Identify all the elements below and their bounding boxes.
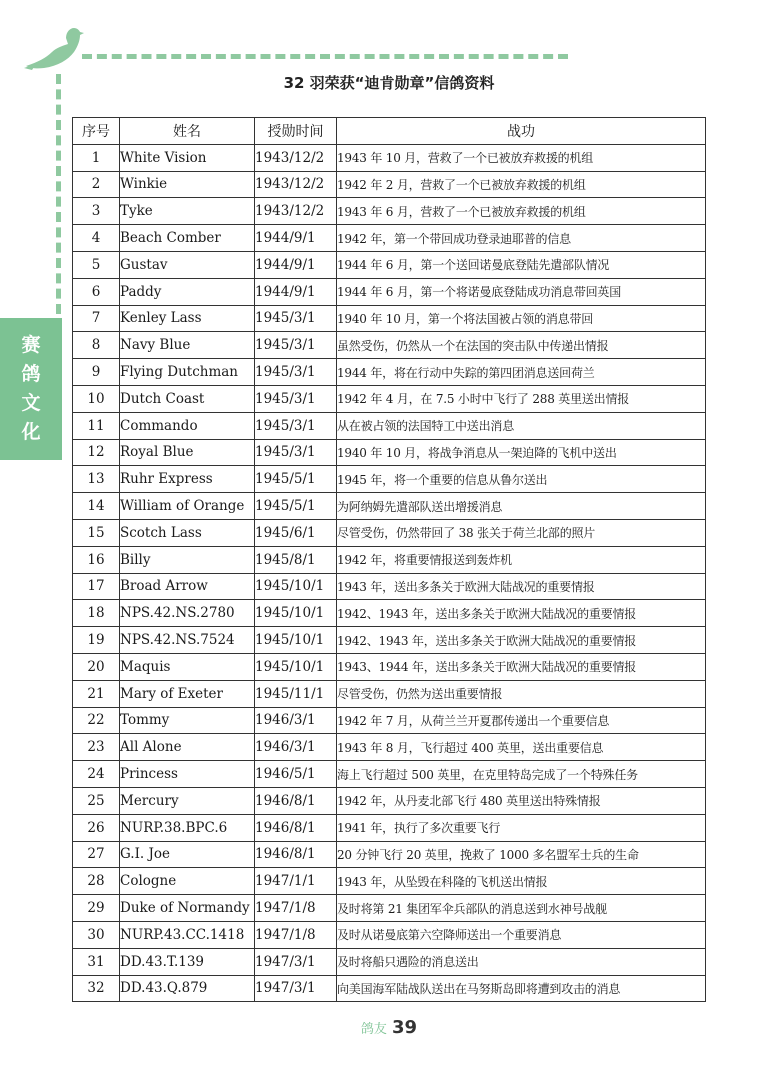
merit-description: 1943、1944 年，送出多条关于欧洲大陆战况的重要情报 xyxy=(337,653,706,680)
table-row xyxy=(73,573,706,600)
award-date: 1943/12/2 xyxy=(255,171,337,198)
merit-description: 1942 年，从丹麦北部飞行 480 英里送出特殊情报 xyxy=(337,787,706,814)
row-number: 26 xyxy=(73,814,120,841)
award-date: 1945/3/1 xyxy=(255,305,337,332)
merit-description: 1942 年 2 月，营救了一个已被放弃救援的机组 xyxy=(337,171,706,198)
table-row xyxy=(73,761,706,788)
row-number: 27 xyxy=(73,841,120,868)
table-row xyxy=(73,305,706,332)
row-number: 1 xyxy=(73,144,120,171)
magazine-name: 鸽友 xyxy=(360,1022,387,1037)
award-date: 1945/5/1 xyxy=(255,466,337,493)
merit-description: 及时将第 21 集团军伞兵部队的消息送到水神号战舰 xyxy=(337,895,706,922)
merit-description: 向美国海军陆战队送出在马努斯岛即将遭到攻击的消息 xyxy=(337,975,706,1002)
pigeon-name: Beach Comber xyxy=(120,225,255,252)
table-row xyxy=(73,332,706,359)
table-row xyxy=(73,814,706,841)
merit-description: 及时将船只遇险的消息送出 xyxy=(337,948,706,975)
award-date: 1945/3/1 xyxy=(255,359,337,386)
row-number: 12 xyxy=(73,439,120,466)
row-number: 7 xyxy=(73,305,120,332)
row-number: 22 xyxy=(73,707,120,734)
merit-description: 1943 年 10 月，营救了一个已被放弃救援的机组 xyxy=(337,144,706,171)
merit-description: 海上飞行超过 500 英里，在克里特岛完成了一个特殊任务 xyxy=(337,761,706,788)
row-number: 13 xyxy=(73,466,120,493)
side-dashed-line xyxy=(56,74,61,314)
section-side-tab xyxy=(0,318,62,460)
merit-description: 1940 年 10 月，将战争消息从一架迫降的飞机中送出 xyxy=(337,439,706,466)
pigeon-name: Winkie xyxy=(120,171,255,198)
pigeon-name: Duke of Normandy xyxy=(120,895,255,922)
pigeon-name: Princess xyxy=(120,761,255,788)
table-row xyxy=(73,144,706,171)
table-row xyxy=(73,198,706,225)
award-date: 1946/8/1 xyxy=(255,787,337,814)
pigeon-name: Scotch Lass xyxy=(120,519,255,546)
table-row xyxy=(73,278,706,305)
table-row xyxy=(73,948,706,975)
merit-description: 1944 年 6 月，第一个将诺曼底登陆成功消息带回英国 xyxy=(337,278,706,305)
pigeon-name: Flying Dutchman xyxy=(120,359,255,386)
table-row xyxy=(73,359,706,386)
row-number: 15 xyxy=(73,519,120,546)
award-date: 1947/3/1 xyxy=(255,948,337,975)
pigeon-name: Maquis xyxy=(120,653,255,680)
merit-description: 1944 年，将在行动中失踪的第四团消息送回荷兰 xyxy=(337,359,706,386)
pigeon-name: Dutch Coast xyxy=(120,385,255,412)
merit-description: 及时从诺曼底第六空降师送出一个重要消息 xyxy=(337,921,706,948)
row-number: 23 xyxy=(73,734,120,761)
award-date: 1944/9/1 xyxy=(255,225,337,252)
table-row xyxy=(73,466,706,493)
table-row xyxy=(73,975,706,1002)
pigeon-name: Paddy xyxy=(120,278,255,305)
award-date: 1945/10/1 xyxy=(255,653,337,680)
award-date: 1945/3/1 xyxy=(255,412,337,439)
row-number: 9 xyxy=(73,359,120,386)
table-row xyxy=(73,653,706,680)
merit-description: 1944 年 6 月，第一个送回诺曼底登陆先遣部队情况 xyxy=(337,251,706,278)
merit-description: 1941 年，执行了多次重要飞行 xyxy=(337,814,706,841)
table-row xyxy=(73,895,706,922)
column-header-date: 授勋时间 xyxy=(255,118,337,145)
merit-description: 1943 年 8 月，飞行超过 400 英里，送出重要信息 xyxy=(337,734,706,761)
award-date: 1945/5/1 xyxy=(255,493,337,520)
pigeon-name: NPS.42.NS.7524 xyxy=(120,627,255,654)
award-date: 1946/3/1 xyxy=(255,707,337,734)
pigeon-name: Mercury xyxy=(120,787,255,814)
row-number: 8 xyxy=(73,332,120,359)
award-date: 1947/3/1 xyxy=(255,975,337,1002)
pigeon-name: Tommy xyxy=(120,707,255,734)
column-header-no: 序号 xyxy=(73,118,120,145)
award-date: 1946/3/1 xyxy=(255,734,337,761)
award-date: 1947/1/1 xyxy=(255,868,337,895)
table-row xyxy=(73,225,706,252)
row-number: 18 xyxy=(73,600,120,627)
award-date: 1945/8/1 xyxy=(255,546,337,573)
merit-description: 为阿纳姆先遣部队送出增援消息 xyxy=(337,493,706,520)
table-row xyxy=(73,171,706,198)
header-dashed-line xyxy=(82,54,568,59)
merit-description: 1945 年，将一个重要的信息从鲁尔送出 xyxy=(337,466,706,493)
column-header-name: 姓名 xyxy=(120,118,255,145)
award-date: 1945/3/1 xyxy=(255,332,337,359)
row-number: 10 xyxy=(73,385,120,412)
table-row xyxy=(73,493,706,520)
award-date: 1945/3/1 xyxy=(255,385,337,412)
merit-description: 1942、1943 年，送出多条关于欧洲大陆战况的重要情报 xyxy=(337,600,706,627)
pigeon-name: DD.43.Q.879 xyxy=(120,975,255,1002)
pigeon-name: Kenley Lass xyxy=(120,305,255,332)
row-number: 30 xyxy=(73,921,120,948)
pigeon-name: Commando xyxy=(120,412,255,439)
page-footer xyxy=(0,1017,778,1038)
table-row xyxy=(73,546,706,573)
row-number: 17 xyxy=(73,573,120,600)
pigeon-name: Broad Arrow xyxy=(120,573,255,600)
row-number: 19 xyxy=(73,627,120,654)
award-date: 1945/6/1 xyxy=(255,519,337,546)
pigeon-name: Tyke xyxy=(120,198,255,225)
award-date: 1947/1/8 xyxy=(255,895,337,922)
row-number: 6 xyxy=(73,278,120,305)
table-row xyxy=(73,600,706,627)
column-header-deed: 战功 xyxy=(337,118,706,145)
table-row xyxy=(73,412,706,439)
pigeon-name: G.I. Joe xyxy=(120,841,255,868)
pigeon-name: Navy Blue xyxy=(120,332,255,359)
award-date: 1945/11/1 xyxy=(255,680,337,707)
merit-description: 1942 年 7 月，从荷兰兰开夏郡传递出一个重要信息 xyxy=(337,707,706,734)
row-number: 21 xyxy=(73,680,120,707)
merit-description: 1942、1943 年，送出多条关于欧洲大陆战况的重要情报 xyxy=(337,627,706,654)
merit-description: 从在被占领的法国特工中送出消息 xyxy=(337,412,706,439)
merit-description: 尽管受伤，仍然带回了 38 张关于荷兰北部的照片 xyxy=(337,519,706,546)
table-header-row xyxy=(73,118,706,145)
pigeon-name: Gustav xyxy=(120,251,255,278)
award-date: 1943/12/2 xyxy=(255,198,337,225)
table-row xyxy=(73,868,706,895)
award-date: 1945/10/1 xyxy=(255,573,337,600)
row-number: 25 xyxy=(73,787,120,814)
pigeon-name: William of Orange xyxy=(120,493,255,520)
pigeon-name: NPS.42.NS.2780 xyxy=(120,600,255,627)
pigeon-name: Mary of Exeter xyxy=(120,680,255,707)
award-date: 1945/10/1 xyxy=(255,600,337,627)
row-number: 4 xyxy=(73,225,120,252)
merit-description: 1940 年 10 月，第一个将法国被占领的消息带回 xyxy=(337,305,706,332)
award-date: 1943/12/2 xyxy=(255,144,337,171)
section-label-char: 赛 xyxy=(21,334,41,356)
pigeon-name: NURP.43.CC.1418 xyxy=(120,921,255,948)
award-date: 1944/9/1 xyxy=(255,251,337,278)
table-row xyxy=(73,787,706,814)
pigeon-name: Cologne xyxy=(120,868,255,895)
award-date: 1946/5/1 xyxy=(255,761,337,788)
row-number: 2 xyxy=(73,171,120,198)
section-label-char: 化 xyxy=(21,421,41,443)
award-date: 1944/9/1 xyxy=(255,278,337,305)
table-body xyxy=(73,144,706,1002)
merit-description: 1943 年，从坠毁在科隆的飞机送出情报 xyxy=(337,868,706,895)
table-row xyxy=(73,707,706,734)
table-row xyxy=(73,385,706,412)
table-row xyxy=(73,627,706,654)
merit-description: 尽管受伤，仍然为送出重要情报 xyxy=(337,680,706,707)
row-number: 3 xyxy=(73,198,120,225)
section-label-char: 文 xyxy=(21,392,41,414)
row-number: 29 xyxy=(73,895,120,922)
merit-description: 1942 年，第一个带回成功登录迪耶普的信息 xyxy=(337,225,706,252)
table-row xyxy=(73,439,706,466)
award-date: 1946/8/1 xyxy=(255,841,337,868)
page-title: 32 羽荣获“迪肯勋章”信鸽资料 xyxy=(283,74,495,92)
pigeon-name: White Vision xyxy=(120,144,255,171)
row-number: 20 xyxy=(73,653,120,680)
table-row xyxy=(73,680,706,707)
merit-description: 1942 年 4 月，在 7.5 小时中飞行了 288 英里送出情报 xyxy=(337,385,706,412)
award-date: 1945/10/1 xyxy=(255,627,337,654)
section-label-char: 鸽 xyxy=(21,363,41,385)
pigeon-name: Ruhr Express xyxy=(120,466,255,493)
award-date: 1945/3/1 xyxy=(255,439,337,466)
row-number: 32 xyxy=(73,975,120,1002)
award-date: 1947/1/8 xyxy=(255,921,337,948)
merit-description: 20 分钟飞行 20 英里，挽救了 1000 多名盟军士兵的生命 xyxy=(337,841,706,868)
page-number: 39 xyxy=(392,1017,418,1038)
pigeon-name: DD.43.T.139 xyxy=(120,948,255,975)
merit-description: 1943 年 6 月，营救了一个已被放弃救援的机组 xyxy=(337,198,706,225)
table-row xyxy=(73,519,706,546)
row-number: 11 xyxy=(73,412,120,439)
pigeon-name: All Alone xyxy=(120,734,255,761)
table-row xyxy=(73,921,706,948)
pigeon-medal-table xyxy=(72,117,706,1002)
merit-description: 1942 年，将重要情报送到轰炸机 xyxy=(337,546,706,573)
table-row xyxy=(73,734,706,761)
row-number: 24 xyxy=(73,761,120,788)
row-number: 5 xyxy=(73,251,120,278)
row-number: 31 xyxy=(73,948,120,975)
merit-description: 1943 年，送出多条关于欧洲大陆战况的重要情报 xyxy=(337,573,706,600)
pigeon-name: NURP.38.BPC.6 xyxy=(120,814,255,841)
pigeon-name: Royal Blue xyxy=(120,439,255,466)
row-number: 14 xyxy=(73,493,120,520)
table-row xyxy=(73,841,706,868)
pigeon-logo-icon xyxy=(22,22,86,74)
row-number: 28 xyxy=(73,868,120,895)
award-date: 1946/8/1 xyxy=(255,814,337,841)
merit-description: 虽然受伤，仍然从一个在法国的突击队中传递出情报 xyxy=(337,332,706,359)
row-number: 16 xyxy=(73,546,120,573)
table-row xyxy=(73,251,706,278)
pigeon-name: Billy xyxy=(120,546,255,573)
